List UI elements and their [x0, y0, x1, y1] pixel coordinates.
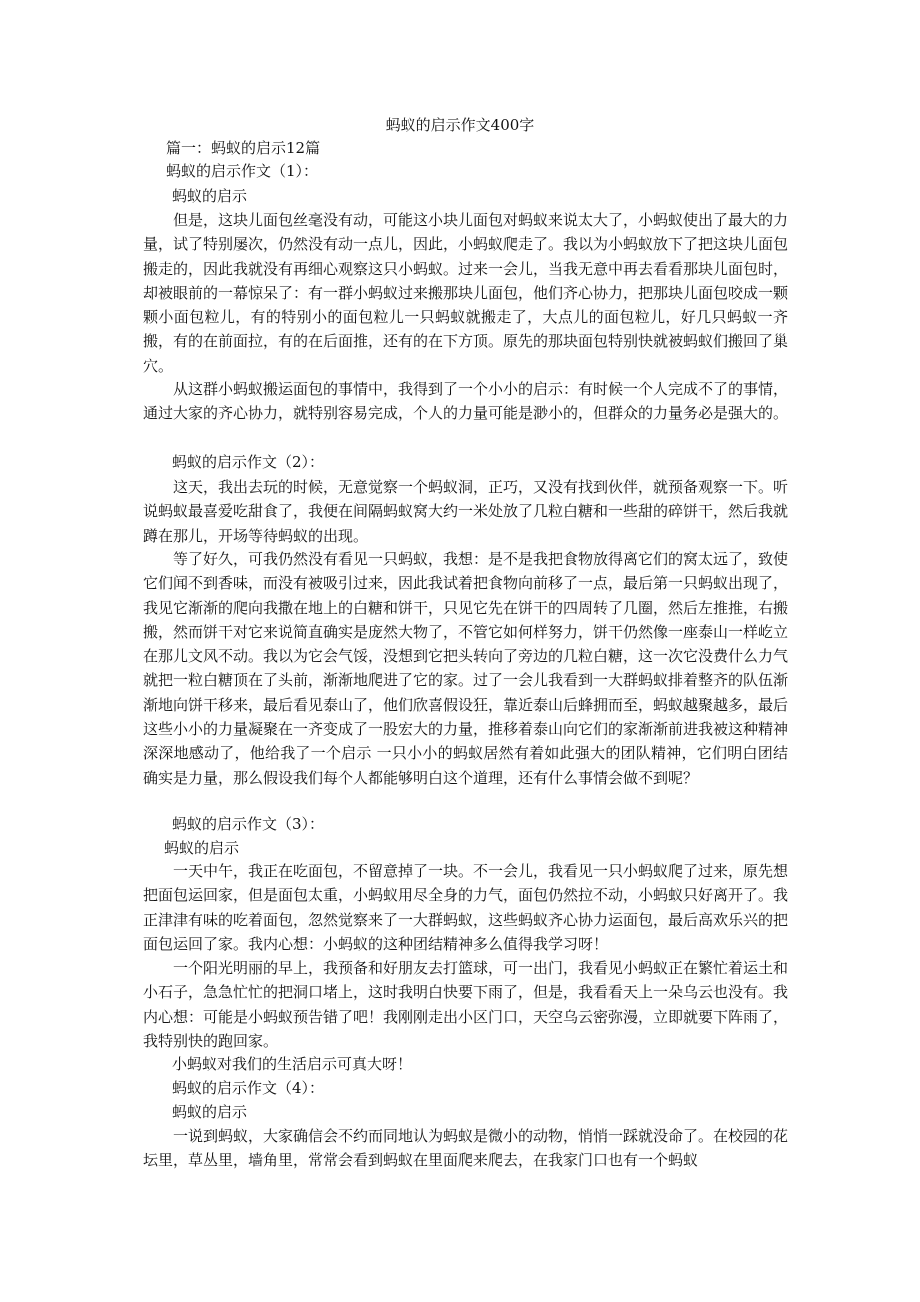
essay-4-subtitle: 蚂蚁的启示 — [172, 1103, 248, 1121]
essay-2-paragraph-1: 这天，我出去玩的时候，无意觉察一个蚂蚁洞，正巧，又没有找到伙伴，就预备观察一下。听说蚂蚁最喜爱吃甜食了，我便在间隔蚂蚁窝大约一米处放了几粒白糖和一些甜的碎饼干，然后我就蹲在那儿，开场等待蚂蚁的出现。 — [143, 478, 789, 545]
essay-2-paragraph-2: 等了好久，可我仍然没有看见一只蚂蚁，我想：是不是我把食物放得离它们的窝太远了，致使它们闻不到香味，而没有被吸引过来，因此我试着把食物向前移了一点，最后第一只蚂蚁出现了，我见它渐渐的爬向我撒在地上的白糖和饼干，只见它先在饼干的四周转了几圈，然后左推推，右搬搬，然而饼干对它来说简直确实是庞然大物了，不管它如何样努力，饼干仍然像一座泰山一样屹立在那儿文风不动。我以为它会气馁，没想到它把头转向了旁边的几粒白糖，这一次它没费什么力气就把一粒白糖顶在了头前，渐渐地爬进了它的家。过了一会儿我看到一大群蚂蚁排着整齐的队伍渐渐地向饼干移来，最后看见泰山了，他们欣喜假设狂，靠近泰山后蜂拥而至，蚂蚁越聚越多，最后这些小小的力量凝聚在一齐变成了一股宏大的力量，推移着泰山向它们的家渐渐前进我被这种精神深深地感动了，他给我了一个启示 一只小小的蚂蚁居然有着如此强大的团队精神，它们明白团结确实是力量，那么假设我们每个人都能够明白这个道理，还有什么事情会做不到呢？ — [143, 550, 789, 787]
essay-1-paragraph-2: 从这群小蚂蚁搬运面包的事情中，我得到了一个小小的启示：有时候一个人完成不了的事情，通过大家的齐心协力，就特别容易完成，个人的力量可能是渺小的，但群众的力量务必是强大的。 — [143, 380, 789, 423]
section-heading: 篇一：蚂蚁的启示12篇 — [166, 139, 321, 157]
essay-1-heading: 蚂蚁的启示作文（1）： — [166, 162, 319, 180]
essay-4-heading: 蚂蚁的启示作文（4）： — [172, 1079, 325, 1097]
essay-3-heading: 蚂蚁的启示作文（3）： — [172, 815, 325, 833]
essay-3-paragraph-3: 小蚂蚁对我们的生活启示可真大呀！ — [172, 1055, 413, 1073]
essay-3-paragraph-1: 一天中午，我正在吃面包，不留意掉了一块。不一会儿，我看见一只小蚂蚁爬了过来，原先想把面包运回家，但是面包太重，小蚂蚁用尽全身的力气，面包仍然拉不动，小蚂蚁只好离开了。我正津津有味的吃着面包，忽然觉察来了一大群蚂蚁，这些蚂蚁齐心协力运面包，最后高欢乐兴的把面包运回了家。我内心想：小蚂蚁的这种团结精神多么值得我学习呀！ — [143, 862, 789, 953]
essay-2-heading: 蚂蚁的启示作文（2）： — [172, 453, 325, 471]
document-title: 蚂蚁的启示作文400字 — [385, 116, 535, 134]
essay-1-paragraph-1: 但是，这块儿面包丝毫没有动，可能这小块儿面包对蚂蚁来说太大了，小蚂蚁使出了最大的力量，试了特别屡次，仍然没有动一点儿，因此，小蚂蚁爬走了。我以为小蚂蚁放下了把这块儿面包搬走的，因此我就没有再细心观察这只小蚂蚁。过来一会儿，当我无意中再去看看那块儿面包时，却被眼前的一幕惊呆了：有一群小蚂蚁过来搬那块儿面包，他们齐心协力，把那块儿面包咬成一颗颗小面包粒儿，有的特别小的面包粒儿一只蚂蚁就搬走了，大点儿的面包粒儿，好几只蚂蚁一齐搬，有的在前面拉，有的在后面推，还有的在下方顶。原先的那块面包特别快就被蚂蚁们搬回了巢穴。 — [143, 211, 789, 375]
essay-3-subtitle: 蚂蚁的启示 — [164, 839, 240, 857]
essay-4-paragraph-1: 一说到蚂蚁，大家确信会不约而同地认为蚂蚁是微小的动物，悄悄一踩就没命了。在校园的花坛里，草丛里，墙角里，常常会看到蚂蚁在里面爬来爬去，在我家门口也有一个蚂蚁 — [143, 1127, 789, 1170]
essay-3-paragraph-2: 一个阳光明丽的早上，我预备和好朋友去打篮球，可一出门，我看见小蚂蚁正在繁忙着运土和小石子，急急忙忙的把洞口堵上，这时我明白快要下雨了，但是，我看看天上一朵乌云也没有。我内心想：可能是小蚂蚁预告错了吧！我刚刚走出小区门口，天空乌云密弥漫，立即就要下阵雨了，我特别快的跑回家。 — [143, 959, 789, 1050]
essay-1-subtitle: 蚂蚁的启示 — [172, 187, 248, 205]
